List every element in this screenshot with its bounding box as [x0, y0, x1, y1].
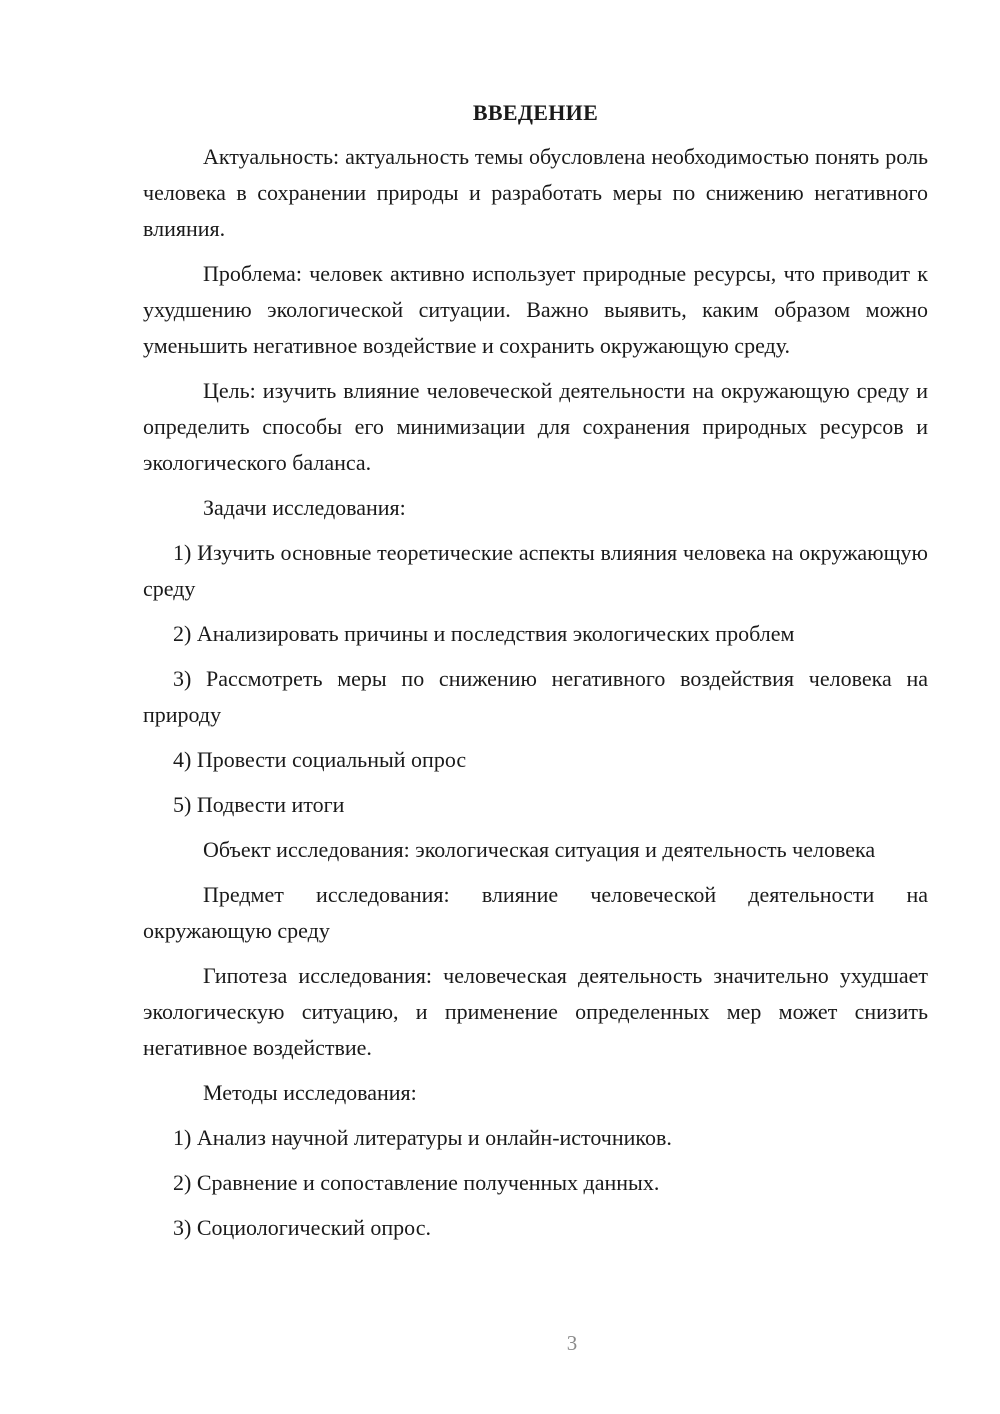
- tasks-heading: Задачи исследования:: [203, 495, 406, 520]
- document-page: [143, 95, 928, 1255]
- method-item: 3) Социологический опрос.: [173, 1215, 431, 1240]
- subject-paragraph: Предмет исследования: влияние человеческой деятельности на окружающую среду: [143, 882, 928, 943]
- method-item: 2) Сравнение и сопоставление полученных данных.: [173, 1170, 660, 1195]
- document-title: ВВЕДЕНИЕ: [472, 100, 599, 125]
- task-item: 4) Провести социальный опрос: [173, 747, 467, 772]
- relevance-paragraph: Актуальность: актуальность темы обусловлена необходимостью понять роль человека в сохранении природы и разработать меры по снижению негативного влияния.: [143, 144, 928, 241]
- hypothesis-paragraph: Гипотеза исследования: человеческая деятельность значительно ухудшает экологическую ситуацию, и применение определенных мер может снизить негативное воздействие.: [143, 963, 928, 1060]
- problem-paragraph: Проблема: человек активно использует природные ресурсы, что приводит к ухудшению экологической ситуации. Важно выявить, каким образом можно уменьшить негативное воздействие и сохранить окружающую среду.: [143, 261, 928, 358]
- method-item: 1) Анализ научной литературы и онлайн-источников.: [173, 1125, 672, 1150]
- task-item: 2) Анализировать причины и последствия экологических проблем: [173, 621, 795, 646]
- page-number: 3: [566, 1331, 578, 1355]
- goal-paragraph: Цель: изучить влияние человеческой деятельности на окружающую среду и определить способы его минимизации для сохранения природных ресурсов и экологического баланса.: [143, 378, 928, 475]
- methods-heading: Методы исследования:: [203, 1080, 417, 1105]
- task-item: 5) Подвести итоги: [173, 792, 345, 817]
- object-paragraph: Объект исследования: экологическая ситуация и деятельность человека: [203, 837, 876, 862]
- task-item: 3) Рассмотреть меры по снижению негативного воздействия человека на природу: [143, 666, 928, 727]
- task-item: 1) Изучить основные теоретические аспекты влияния человека на окружающую среду: [143, 540, 928, 601]
